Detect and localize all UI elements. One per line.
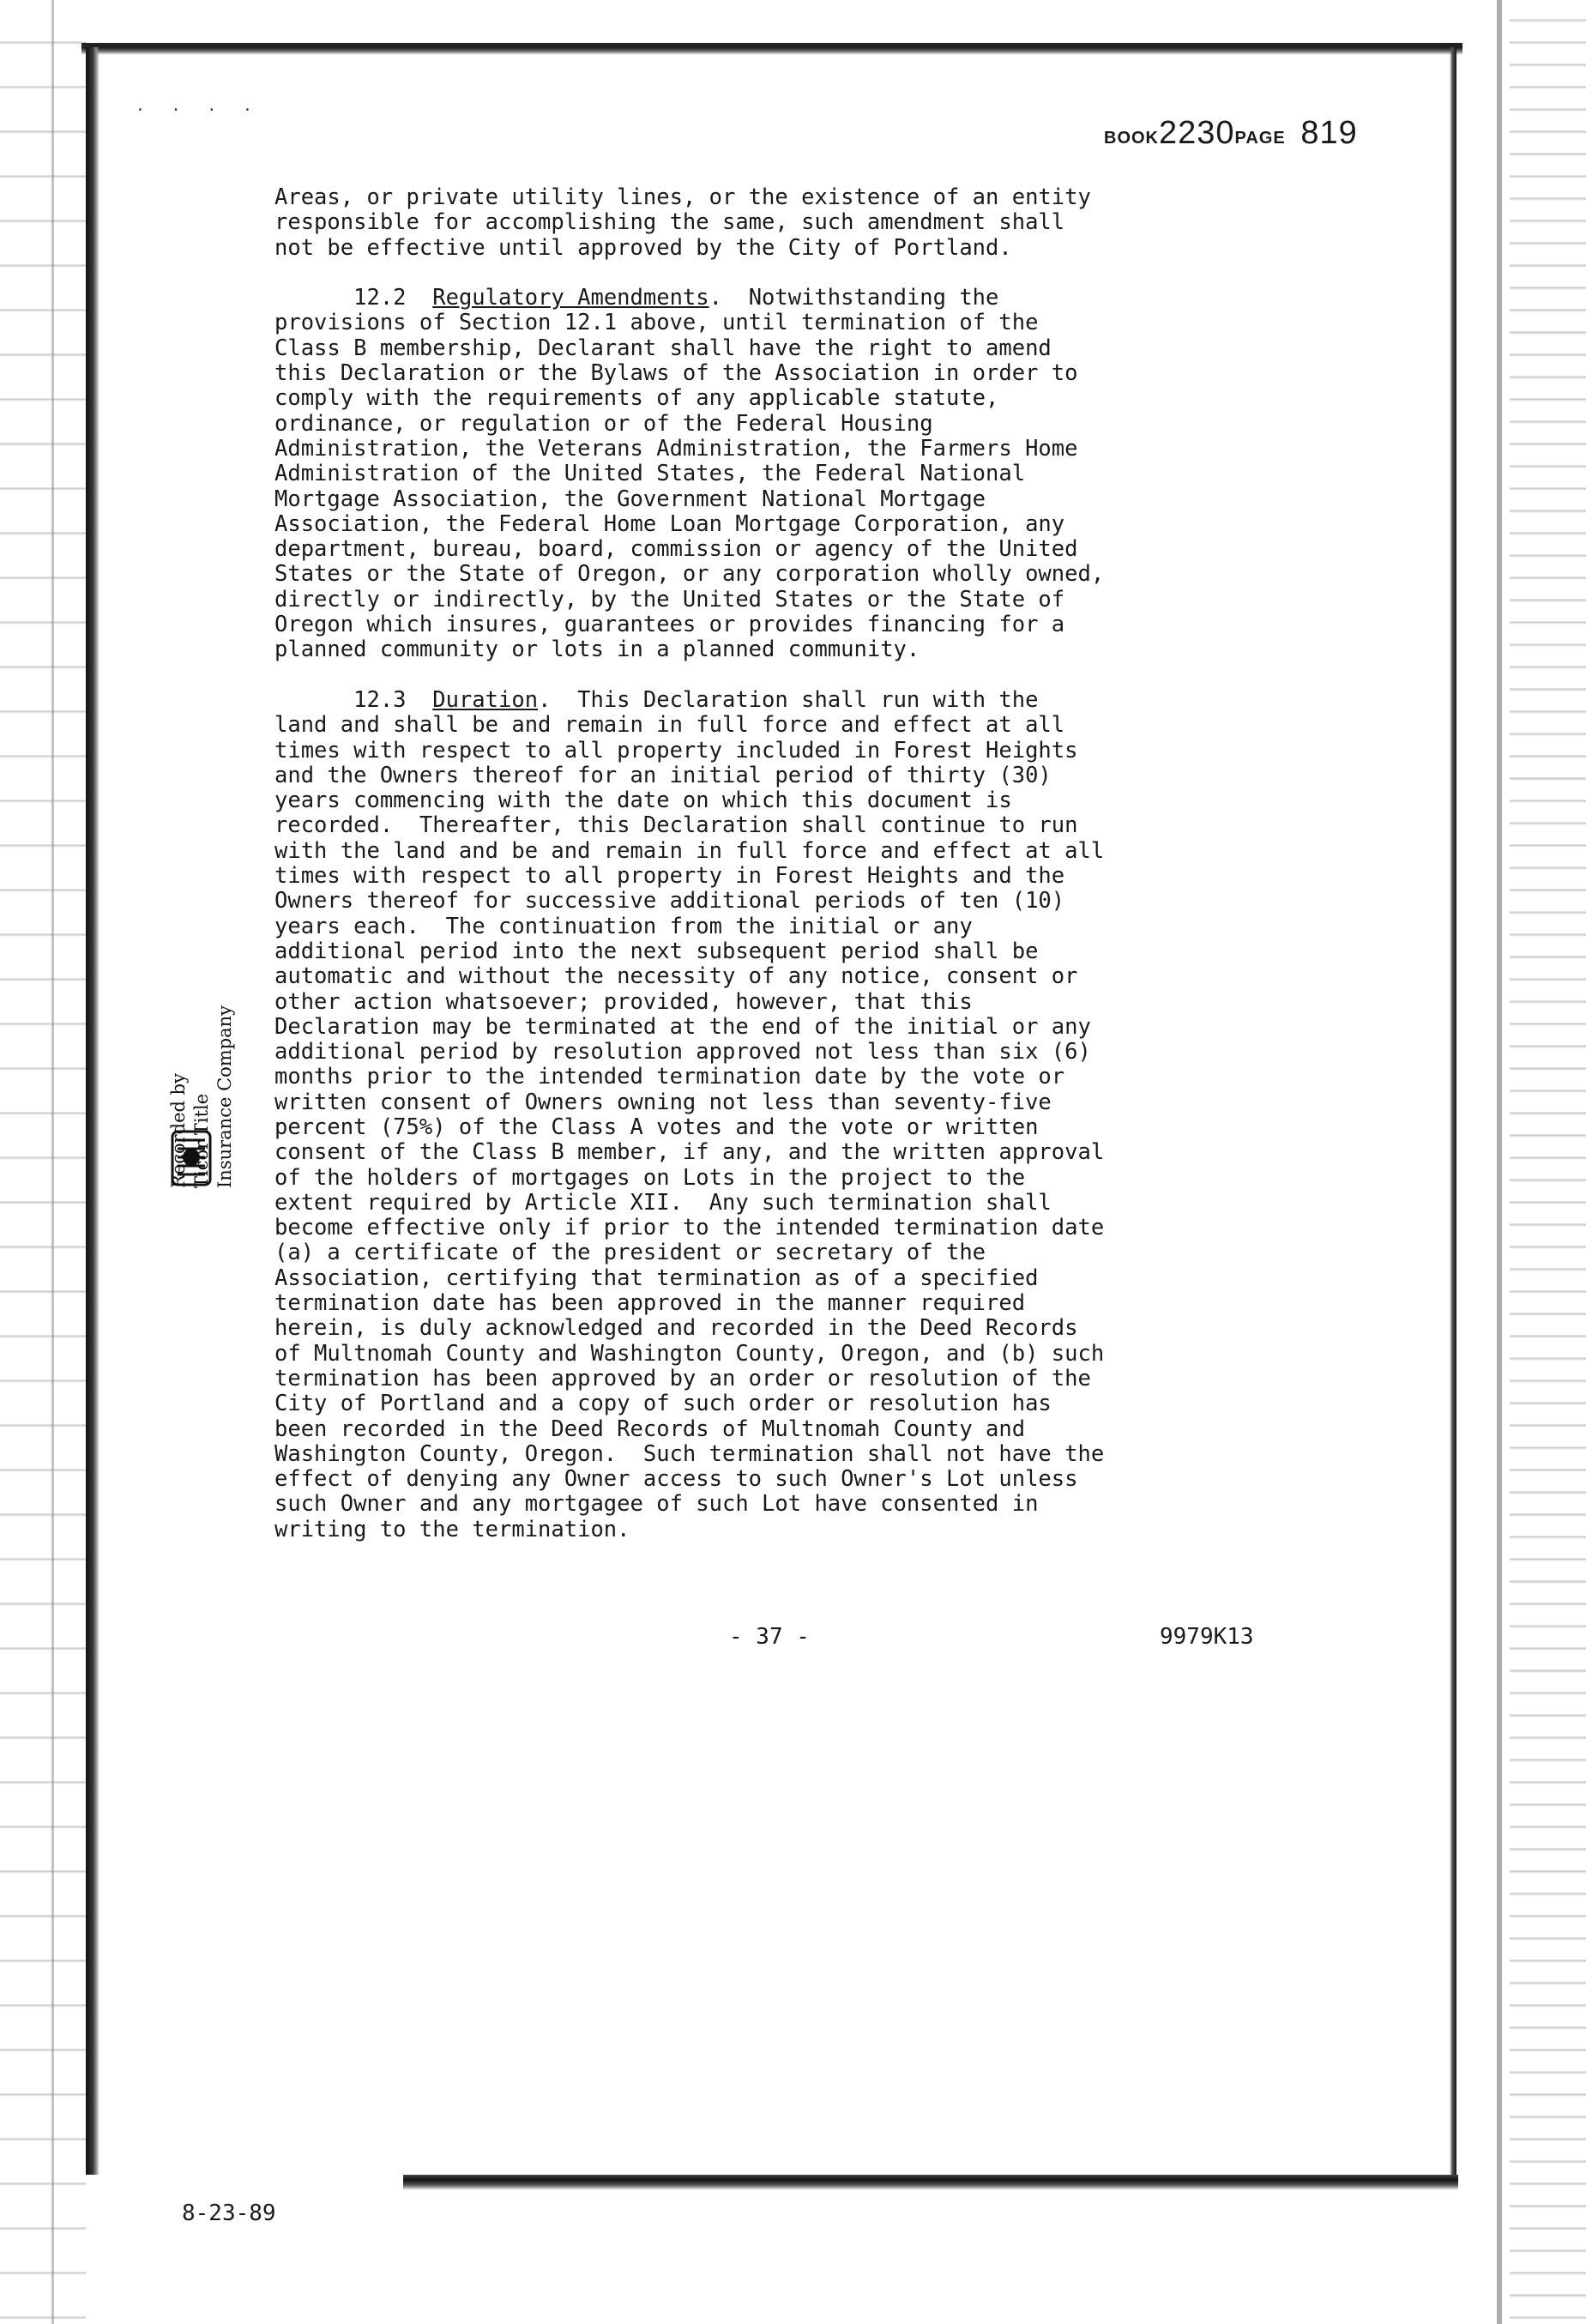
body-line: Administration of the United States, the Federal National — [274, 461, 1026, 487]
scan-speckles: · · · · — [136, 101, 261, 119]
body-line: of Multnomah County and Washington County, Oregon, and (b) such — [274, 1340, 1105, 1367]
body-line: termination has been approved by an order or resolution of the — [274, 1365, 1091, 1391]
body-line: this Declaration or the Bylaws of the Association in order to — [274, 360, 1078, 387]
paragraph-gap — [274, 663, 1278, 688]
body-line: recorded. Thereafter, this Declaration shall continue to run — [274, 812, 1078, 839]
page-border-right — [1450, 47, 1456, 2175]
body-line: States or the State of Oregon, or any corporation wholly owned, — [274, 561, 1105, 588]
body-line: with the land and be and remain in full force and effect at all — [274, 837, 1105, 864]
body-line: Association, certifying that termination as of a specified — [274, 1265, 1039, 1291]
footer-page-number: - 37 - — [729, 1624, 810, 1650]
body-line: of the holders of mortgages on Lots in the project to the — [274, 1164, 1026, 1191]
body-line: years commencing with the date on which this document is — [274, 788, 1012, 814]
body-line: Association, the Federal Home Loan Mortgage Corporation, any — [274, 510, 1065, 537]
body-line: (a) a certificate of the president or secretary of the — [274, 1240, 986, 1266]
book-page-reference — [1104, 115, 1358, 152]
body-line: writing to the termination. — [274, 1516, 630, 1542]
body-line: extent required by Article XII. Any such termination shall — [274, 1189, 1052, 1216]
body-line: planned community or lots in a planned community. — [274, 637, 920, 663]
body-line: 12.2 Regulatory Amendments. Notwithstanding the — [274, 285, 999, 311]
body-line: percent (75%) of the Class A votes and the vote or written — [274, 1114, 1039, 1140]
page-label: PAGE — [1234, 129, 1286, 148]
body-line: Areas, or private utility lines, or the existence of an entity — [274, 184, 1091, 210]
body-line: ordinance, or regulation or of the Federal Housing — [274, 410, 933, 437]
book-number: 2230 — [1159, 115, 1235, 151]
scan-margin-left — [0, 0, 86, 2324]
body-line: times with respect to all property in Forest Heights and the — [274, 863, 1065, 890]
page-border-left — [86, 47, 100, 2175]
body-line: land and shall be and remain in full force and effect at all — [274, 712, 1065, 739]
body-line: Washington County, Oregon. Such termination shall not have the — [274, 1440, 1105, 1467]
body-line: effect of denying any Owner access to such Owner's Lot unless — [274, 1466, 1078, 1493]
stamp-line-1: Recorded by — [168, 1073, 189, 1188]
body-line: been recorded in the Deed Records of Multnomah County and — [274, 1416, 1026, 1442]
page-number: 819 — [1300, 115, 1358, 151]
document-body — [274, 185, 1278, 1542]
body-line: Mortgage Association, the Government National Mortgage — [274, 486, 986, 512]
scan-edge-right — [1497, 0, 1502, 2324]
body-line: and the Owners thereof for an initial period of thirty (30) — [274, 762, 1052, 788]
body-line: 12.3 Duration. This Declaration shall run with the — [274, 686, 1039, 713]
section-heading: Duration — [432, 686, 539, 713]
body-line: additional period into the next subsequent period shall be — [274, 938, 1039, 964]
book-label: BOOK — [1104, 129, 1159, 148]
body-line: become effective only if prior to the intended termination date — [274, 1215, 1105, 1241]
body-line: additional period by resolution approved not less than six (6) — [274, 1039, 1091, 1065]
body-line: directly or indirectly, by the United States or the State of — [274, 586, 1065, 613]
scan-margin-right — [1510, 0, 1586, 2324]
body-line: Oregon which insures, guarantees or provides financing for a — [274, 612, 1065, 638]
stamp-line-3: Insurance Company — [214, 1005, 235, 1188]
paragraph-gap — [274, 261, 1278, 286]
body-line: termination date has been approved in the manner required — [274, 1290, 1026, 1317]
body-line: written consent of Owners owning not less than seventy-five — [274, 1089, 1052, 1115]
body-line: Administration, the Veterans Administration, the Farmers Home — [274, 435, 1078, 462]
stamp-line-2: Ticor Title — [191, 1093, 212, 1188]
body-line: Class B membership, Declarant shall have the right to amend — [274, 335, 1052, 361]
body-line: times with respect to all property included in Forest Heights — [274, 737, 1078, 764]
section-heading: Regulatory Amendments — [432, 285, 709, 311]
body-line: years each. The continuation from the initial or any — [274, 913, 973, 939]
recorder-stamp — [167, 969, 262, 1201]
scan-edge-left — [51, 0, 54, 2324]
body-line: automatic and without the necessity of any notice, consent or — [274, 963, 1078, 990]
footer-date: 8-23-89 — [182, 2200, 276, 2226]
body-line: comply with the requirements of any applicable statute, — [274, 385, 999, 412]
body-line: responsible for accomplishing the same, such amendment shall — [274, 209, 1065, 236]
page-border-bottom — [403, 2175, 1458, 2190]
body-line: department, bureau, board, commission or agency of the United — [274, 536, 1078, 563]
body-line: provisions of Section 12.1 above, until termination of the — [274, 310, 1039, 336]
stamp-text — [167, 965, 237, 1188]
body-line: such Owner and any mortgagee of such Lot have consented in — [274, 1491, 1039, 1518]
body-line: other action whatsoever; provided, however, that this — [274, 988, 973, 1015]
body-line: Declaration may be terminated at the end of the initial or any — [274, 1013, 1091, 1040]
page-border-top — [81, 43, 1462, 55]
body-line: not be effective until approved by the City of Portland. — [274, 234, 1012, 261]
body-line: Owners thereof for successive additional periods of ten (10) — [274, 888, 1065, 915]
body-line: herein, is duly acknowledged and recorded in the Deed Records — [274, 1315, 1078, 1342]
body-line: City of Portland and a copy of such order or resolution has — [274, 1391, 1052, 1417]
footer-document-code: 9979K13 — [1160, 1624, 1254, 1650]
body-line: months prior to the intended termination date by the vote or — [274, 1064, 1065, 1090]
body-line: consent of the Class B member, if any, and the written approval — [274, 1139, 1105, 1166]
